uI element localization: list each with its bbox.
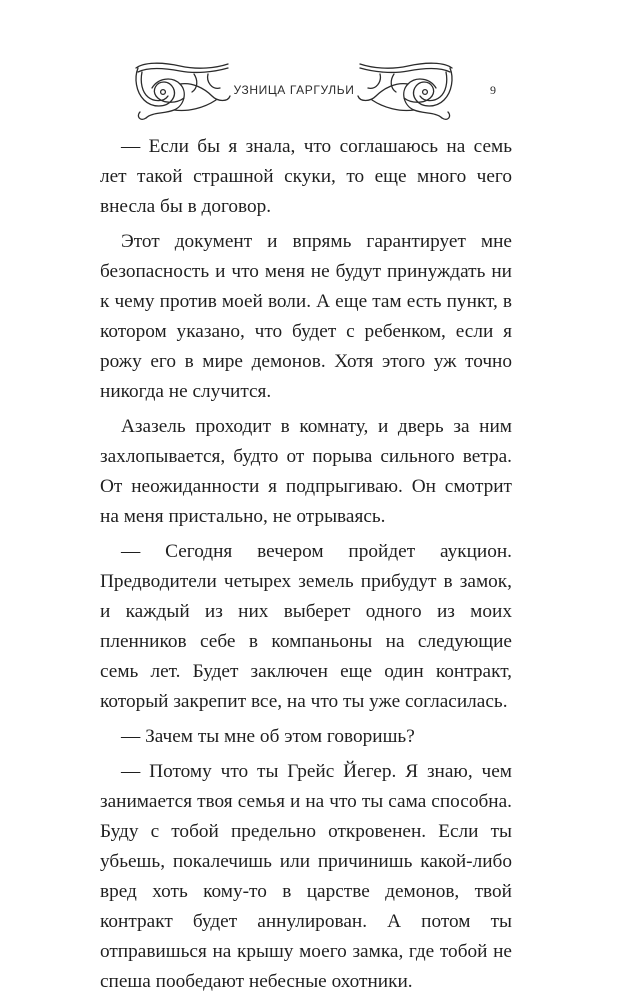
- paragraph: — Потому что ты Грейс Йегер. Я знаю, чем занимается твоя семья и на что ты сама способна. Буду с тобой предельно откровенен. Если ты убьешь, покалечишь или причинишь какой-либо вред хоть кому-то в царстве демонов, твой контракт будет аннулирован. А потом ты отправишься на крышу моего замка, где тобой не спеша пообедают небесные охотники.: [100, 761, 512, 992]
- paragraph: — Сегодня вечером пройдет аукцион. Предводители четырех земель прибудут в замок, и каждый из них выберет одного из моих пленников себе в компаньоны на следующие семь лет. Будет заключен еще один контракт, который закрепит все, на что ты уже согласилась.: [100, 541, 512, 712]
- celtic-knot-ornament-icon: [132, 52, 232, 126]
- paragraph: Азазель проходит в комнату, и дверь за ним захлопывается, будто от порыва сильного ветра. От неожиданности я подпрыгиваю. Он смотрит на меня пристально, не отрываясь.: [100, 416, 512, 527]
- running-header: [0, 52, 619, 126]
- body-text: [100, 132, 512, 1002]
- paragraph: — Зачем ты мне об этом говоришь?: [121, 726, 415, 747]
- paragraph: Этот документ и впрямь гарантирует мне безопасность и что меня не будут принуждать ни к чему против моей воли. А еще там есть пункт, в котором указано, что будет с ребенком, если я рожу его в мире демонов. Хотя этого уж точно никогда не случится.: [100, 231, 512, 402]
- celtic-knot-ornament-icon: [356, 52, 456, 126]
- page-number: 9: [490, 83, 496, 97]
- running-title: УЗНИЦА ГАРГУЛЬИ: [233, 83, 355, 97]
- paragraph: — Если бы я знала, что соглашаюсь на семь лет такой страшной скуки, то еще много чего внесла бы в договор.: [100, 136, 512, 217]
